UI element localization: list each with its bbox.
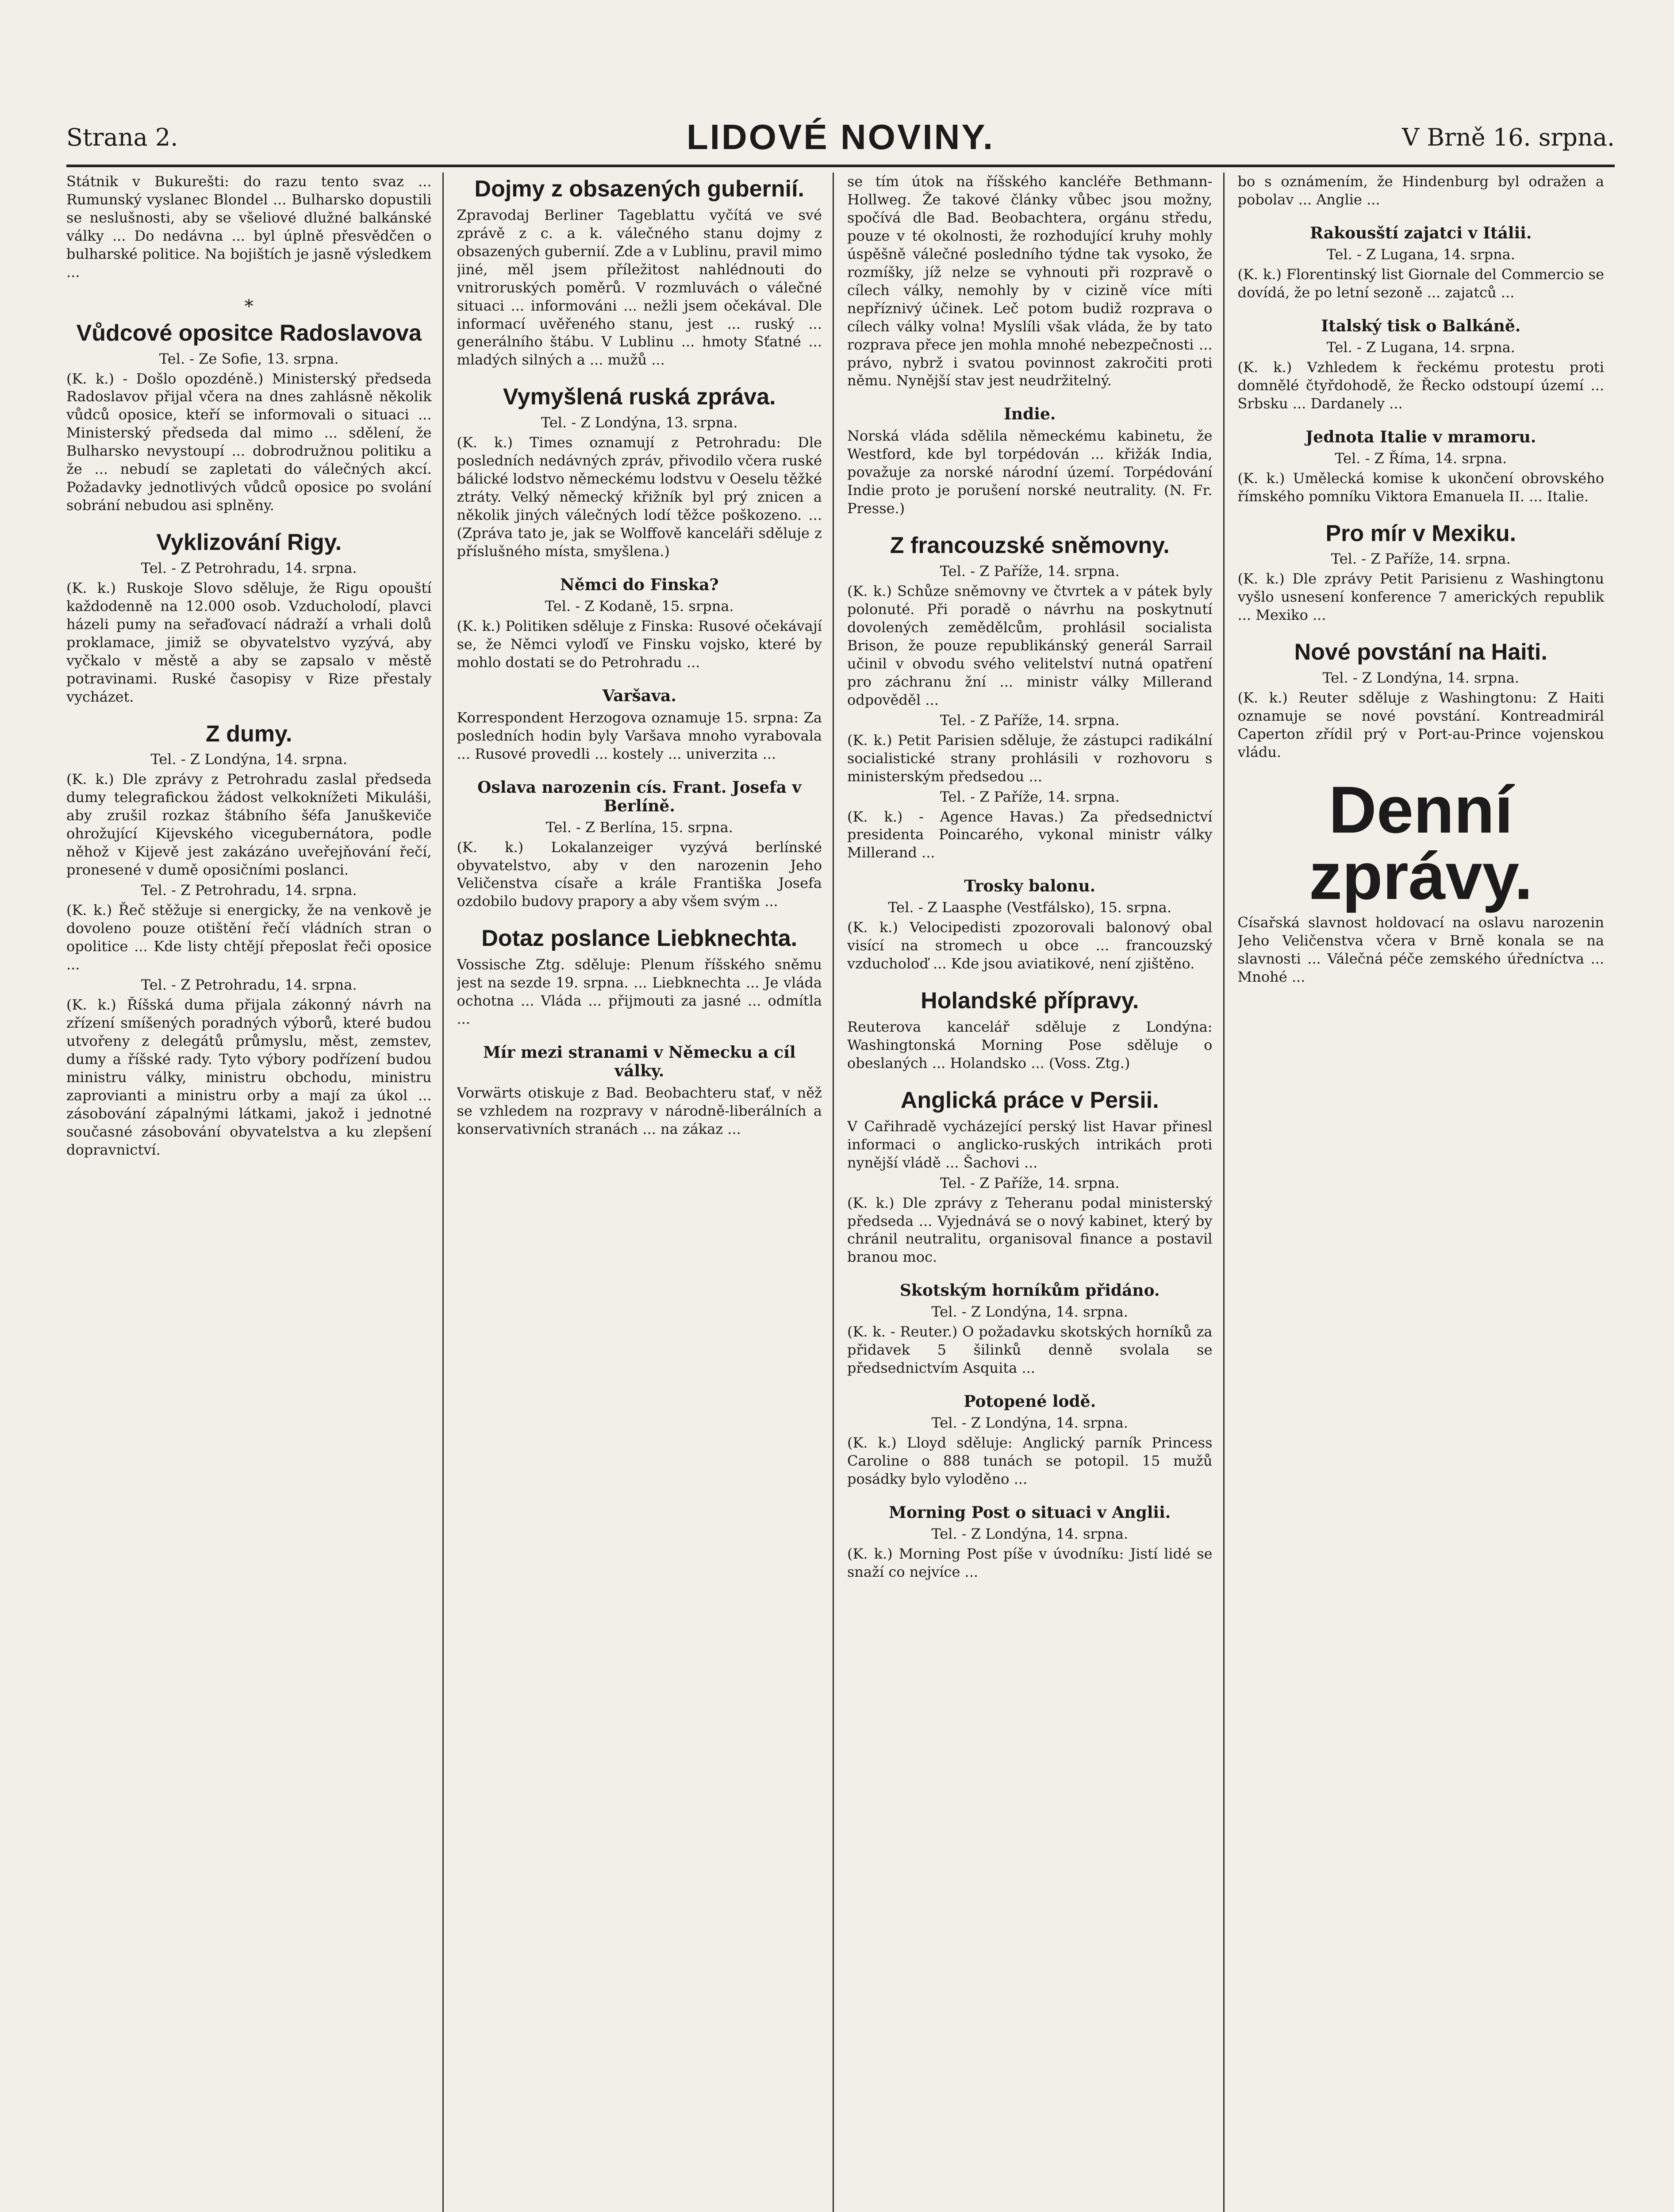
columns <box>66 173 1615 2212</box>
article-body: Vossische Ztg. sděluje: Plenum říšského sněmu jest na sezde 19. srpna. ... Liebknechta ... Je vláda ochotna ... Vláda ... přijmouti za jasné ... odmítla ... <box>457 956 822 1028</box>
article-body: (K. k.) Morning Post píše v úvodníku: Jistí lidé se snaží co nejvíce ... <box>847 1545 1213 1581</box>
masthead-rule <box>66 165 1615 167</box>
section-heading: Denní zprávy. <box>1309 772 1533 913</box>
article-body: (K. k.) Velocipedisti zpozorovali balonový obal visící na stromech u obce ... francouzský vzducholoď ... Kde jsou aviatikové, není zjištěno. <box>847 919 1213 972</box>
article-body: (K. k.) Politiken sděluje z Finska: Rusové očekávají se, že Němci vyloďí ve Finsku vojsko, které by mohlo dostati se do Petrohradu ... <box>457 617 822 671</box>
article-body: (K. k.) Vzhledem k řeckému protestu proti domnělé čtyřdohodě, že Řecko odstoupí území ... Srbsku ... Dardanely ... <box>1237 358 1604 412</box>
dateline: Tel. - Z Londýna, 14. srpna. <box>150 751 348 768</box>
masthead <box>66 111 1615 164</box>
article-body: Vorwärts otiskuje z Bad. Beobachteru stať, v něž se vzhledem na rozpravy v národně-liberálních a konservativních stranách ... na zákaz ... <box>457 1084 822 1137</box>
article-body: (K. k.) - Došlo opozdéně.) Ministerský předseda Radoslavov přijal včera na dnes zahlásně několik vůdců oposice, kteří se informovali o situaci ... Ministerský předseda dal mimo ... sdělení, že Bulharsko nevystoupí ... dobrodružnou politiku a že ... nebudí se zapletati do válečných akcí. Požadavky jednotlivých vůdců oposice po svolání sobrání nebudou asi splněny. <box>66 370 432 514</box>
headline: Vůdcové opositce Radoslavova <box>76 320 422 346</box>
headline: Skotským horníkům přidáno. <box>900 1281 1160 1300</box>
dateline: Tel. - Z Berlína, 15. srpna. <box>545 818 733 836</box>
headline: Nové povstání na Haiti. <box>1294 639 1547 665</box>
article-body: (K. k.) Dle zprávy z Petrohradu zaslal předseda dumy telegrafickou žádost velkoknížeti Mikuláši, aby zrušil rozkaz štábního šéfa Januškeviče ohrožující Kijevského vicegubernátora, podle něhož v Kijevě jest zakázáno uveřejňování řečí, pronesené v dumě oposičními poslanci. <box>66 771 432 879</box>
article-body: (K. k.) - Agence Havas.) Za předsednictví presidenta Poincarého, vykonal ministr války Millerand ... <box>847 808 1213 861</box>
article-body: (K. k.) Reuter sděluje z Washingtonu: Z Haiti oznamuje se nové povstání. Kontreadmirál Caperton zřídil prý v Port-au-Prince vojenskou vládu. <box>1237 689 1604 760</box>
article-jednota <box>1238 428 1605 506</box>
article-body: (K. k.) Dle zprávy Petit Parisienu z Washingtonu vyšlo usnesení konference 7 amerických republik ... Mexiko ... <box>1237 570 1604 624</box>
dateline: Tel. - Z Paříže, 14. srpna. <box>1331 550 1511 568</box>
headline: Italský tisk o Balkáně. <box>1321 316 1521 335</box>
article-body: (K. k.) Ruskoje Slovo sděluje, že Rigu opouští každodenně na 12.000 osob. Vzducholodí, plavci házeli pumy na seřaďovací nádraží a vrhali dolů proklamace, jimiž se obyvatelstvo vyzývá, aby vyčkalo v městě a aby se zapsalo v městě potravinami. Ruské časopisy v Rize přestaly vycházet. <box>66 579 432 705</box>
article-body: V Cařihradě vycházející perský list Havar přinesl informaci o anglicko-ruských intrikách proti nynější vládě ... Šachovi ... <box>847 1118 1213 1171</box>
dateline: Tel. - Z Petrohradu, 14. srpna. <box>141 559 357 576</box>
article-italy <box>1238 224 1605 302</box>
column-4 <box>1238 173 1615 2212</box>
dateline: Tel. - Z Petrohradu, 14. srpna. <box>141 976 357 993</box>
dateline: Tel. - Ze Sofie, 13. srpna. <box>159 350 339 367</box>
headline: Pro mír v Mexiku. <box>1325 520 1517 546</box>
article-body: (K. k.) Umělecká komise k ukončení obrovského římského pomníku Viktora Emanuela II. ... Italie. <box>1237 469 1604 505</box>
article-body: Korrespondent Herzogova oznamuje 15. srpna: Za posledních hodin byly Varšava mnoho vyrabovala ... Rusové provedli ... kostely ... univerzita ... <box>457 709 822 762</box>
article-body: (K. k.) Lloyd sděluje: Anglický parník Princess Caroline o 888 tunách se potopil. 15 mužů posádky bylo vyloděno ... <box>847 1434 1213 1488</box>
headline: Holandské přípravy. <box>921 988 1139 1014</box>
location-date: V Brně 16. srpna. <box>1402 123 1615 151</box>
article-balkan <box>1238 317 1605 413</box>
headline: Mír mezi stranami v Německu a cíl války. <box>483 1043 796 1080</box>
headline: Vymyšlená ruská zpráva. <box>503 384 776 410</box>
dateline: Tel. - Z Říma, 14. srpna. <box>1335 449 1507 467</box>
article-body: (K. k.) Times oznamují z Petrohradu: Dle posledních nedávných zpráv, přivodilo včera ruské bálické lodstvo německému lodstvu v Oeselu těžké ztráty. Velký německý křižník byl prý znicen a několik jiných válečných lodí těžce poškozeno. ... (Zpráva tato je, jak se Wolffově kanceláři sděluje z příslušného místa, smyšlena.) <box>457 434 822 560</box>
separator: * <box>244 296 253 317</box>
article-body: Reuterova kancelář sděluje z Londýna: Washingtonská Morning Pose sděluje o obeslaných ... Holandsko ... (Voss. Ztg.) <box>847 1018 1213 1071</box>
article-body: (K. k.) Říšská duma přijala zákonný návrh na zřízení smíšených poradných výborů, které budou utvořeny z delegátů průmyslu, měst, zemstev, dumy a říšské rady. Tyto výbory podřízení budou ministru války, ministru obchodu, ministru zaprovianti a ministru orby a mají za úkol ... zásobování zápalnými látkami, jakož i jednotné současné zásobování obyvatelstva a ku zlepšení dopravnictví. <box>66 996 432 1158</box>
article-denni-zpravy <box>1237 772 1605 986</box>
dateline: Tel. - Z Londýna, 13. srpna. <box>541 414 738 431</box>
article-skotsko <box>847 1281 1213 1377</box>
article-body: (K. k.) Řeč stěžuje si energicky, že na venkově je dovoleno pouze otištění řečí vládních stran o opolitice ... Kde listy chtějí přeposlat řeči oposice ... <box>66 902 432 973</box>
headline: Rakousští zajatci v Itálii. <box>1310 223 1532 242</box>
column-2 <box>457 173 834 2212</box>
article-india <box>847 405 1213 518</box>
headline: Potopené lodě. <box>964 1392 1096 1411</box>
headline: Anglická práce v Persii. <box>900 1087 1159 1113</box>
headline: Z dumy. <box>206 721 292 747</box>
article-radoslav <box>66 320 432 515</box>
article-holland <box>847 988 1213 1072</box>
dateline: Tel. - Z Paříže, 14. srpna. <box>940 563 1120 580</box>
article-varsava <box>457 687 822 763</box>
article-body: Císařská slavnost holdovací na oslavu narozenin Jeho Veličenstva včera v Brně konala se na slavnosti ... Válečná péče zemského úředníctva ... Mnohé ... <box>1237 914 1604 985</box>
article-france <box>847 533 1213 862</box>
dateline: Tel. - Z Petrohradu, 14. srpna. <box>141 882 357 899</box>
article-body: (K. k.) Lokalanzeiger vyzývá berlínské obyvatelstvo, aby v den narozenin Jeho Veličenstva císaře a krále Františka Josefa ozdobilo budovy prapory a aby všem svým ... <box>457 838 822 910</box>
article-body: (K. k.) Dle zprávy z Teheranu podal ministerský předseda ... Vyjednává se o nový kabinet, který by chránil neutralitu, organisoval finance a postavil branou moc. <box>847 1194 1213 1266</box>
article-duma <box>66 721 432 1159</box>
article-body: (K. k.) Schůze sněmovny ve čtvrtek a v pátek byly polonuté. Při poradě o návrhu na poskytnutí dovolených zemědělcům, prohlásil socialista Brison, že pouze republikánský generál Sarrail učinil v obvodu svého velitelství nutná opatření pro záchranu žní ... ministr války Millerand odpověděl ... <box>847 583 1213 708</box>
dateline: Tel. - Z Laasphe (Vestfálsko), 15. srpna. <box>888 899 1172 916</box>
article-gubernie <box>457 176 822 369</box>
article-body: (K. k.) Petit Parisien sděluje, že zástupci radikální socialistické strany prohlásili v rozhovoru s ministerským předsedou ... <box>847 731 1213 785</box>
dateline: Tel. - Z Londýna, 14. srpna. <box>1322 669 1520 687</box>
dateline: Tel. - Z Paříže, 14. srpna. <box>940 711 1120 729</box>
article-lead <box>66 173 432 281</box>
headline: Oslava narozenin cís. Frant. Josefa v Berlíně. <box>477 778 802 815</box>
article-body: Státnik v Bukurešti: do razu tento svaz ... Rumunský vyslanec Blondel ... Bulharsko dopustili se neslušnosti, aby se všeliové dlužné balkánské války ... Do nedávna ... byl úplně přesvědčen o bulharské politice. Na bojištích je jasně výsledkem ... <box>66 173 432 280</box>
article-body: (K. k. - Reuter.) O požadavku skotských horníků za přidavek 5 šilinků denně svolala se předsednictvím Asquita ... <box>847 1323 1213 1377</box>
article-mir <box>457 1043 822 1138</box>
article-finsko <box>457 576 822 672</box>
dateline: Tel. - Z Lugana, 14. srpna. <box>1326 338 1515 356</box>
article-riga <box>66 530 432 706</box>
article-lode <box>847 1392 1213 1488</box>
dateline: Tel. - Z Kodaně, 15. srpna. <box>545 597 734 614</box>
column-1 <box>66 173 444 2212</box>
dateline: Tel. - Z Londýna, 14. srpna. <box>931 1303 1129 1321</box>
article-body: bo s oznámením, že Hindenburg byl odražen a pobolav ... Anglie ... <box>1237 173 1604 208</box>
article-body: Zpravodaj Berliner Tageblattu vyčítá ve své zprávě z c. a k. válečného stanu dojmy z obsazených gubernií. Zde a v Lublinu, pravil mimo jiné, měl jsem příležitost nahlédnouti do vnitroruských poměrů. V rozmluvách o válečné situaci ... informováni ... nežli jsem očekával. Dle informací uvěřeného stanu, jest ... ruský ... generálního štábu. V Lublinu ... hmoty Sťatné ... mladých silných a ... mužů ... <box>457 206 822 369</box>
headline: Morning Post o situaci v Anglii. <box>889 1503 1171 1522</box>
article-trosky <box>847 877 1213 973</box>
headline: Indie. <box>1004 405 1056 424</box>
dateline: Tel. - Z Paříže, 14. srpna. <box>940 1174 1120 1191</box>
article-dotaz <box>457 926 822 1028</box>
article-haiti <box>1238 639 1605 761</box>
article-mexico <box>1238 521 1605 625</box>
headline: Z francouzské sněmovny. <box>890 533 1170 559</box>
article-morning-post <box>847 1503 1213 1581</box>
newspaper-title: LIDOVÉ NOVINY. <box>686 117 995 157</box>
dateline: Tel. - Z Lugana, 14. srpna. <box>1326 246 1515 263</box>
dateline: Tel. - Z Londýna, 14. srpna. <box>931 1414 1129 1432</box>
headline: Dotaz poslance Liebknechta. <box>481 926 798 952</box>
article-fake-news <box>457 384 822 560</box>
article-body: (K. k.) Florentinský list Giornale del Commercio se dovídá, že po letní sezoně ... zajatců ... <box>1237 265 1604 301</box>
headline: Jednota Italie v mramoru. <box>1305 427 1536 446</box>
article-body: se tím útok na říšského kancléře Bethmann-Hollweg. Že takové články vůbec jsou možny, spočívá dle Bad. Beobachtera, orgánu středu, pouze v té okolnosti, že rozhodující kruhy mohly úspěšně válečné posledního týdne tak vysoko, že rozmíšky, jíž nelze se vyhnouti při rozpravě o cílech války, nemohly by v cizině více míti nepříznivý účinek. Leč potom budiž rozprava o cílech války volna! Myslíli však vláda, že by tato rozprava přece jen mohla mnohé nebezpečnosti ... právo, nybrž i svatou povinnost zakročiti proti němu. Nynější stav jest neudržitelný. <box>847 173 1213 389</box>
headline: Varšava. <box>602 686 676 705</box>
article-lead <box>847 173 1213 390</box>
page-number: Strana 2. <box>66 123 178 151</box>
dateline: Tel. - Z Londýna, 14. srpna. <box>931 1525 1129 1543</box>
headline: Dojmy z obsazených gubernií. <box>474 176 804 202</box>
headline: Vyklizování Rigy. <box>156 530 342 556</box>
column-3 <box>847 173 1225 2212</box>
headline: Trosky balonu. <box>964 877 1096 896</box>
article-body: Norská vláda sdělila německému kabinetu, že Westford, kde byl torpédován ... křižák India, považuje za norské národní území. Torpédování Indie proto je porušení norské neutrality. (N. Fr. Presse.) <box>847 427 1213 517</box>
article-persie <box>847 1087 1213 1266</box>
article-lead <box>1238 173 1605 209</box>
article-oslava <box>457 778 822 911</box>
dateline: Tel. - Z Paříže, 14. srpna. <box>940 788 1120 805</box>
headline: Němci do Finska? <box>560 575 719 594</box>
